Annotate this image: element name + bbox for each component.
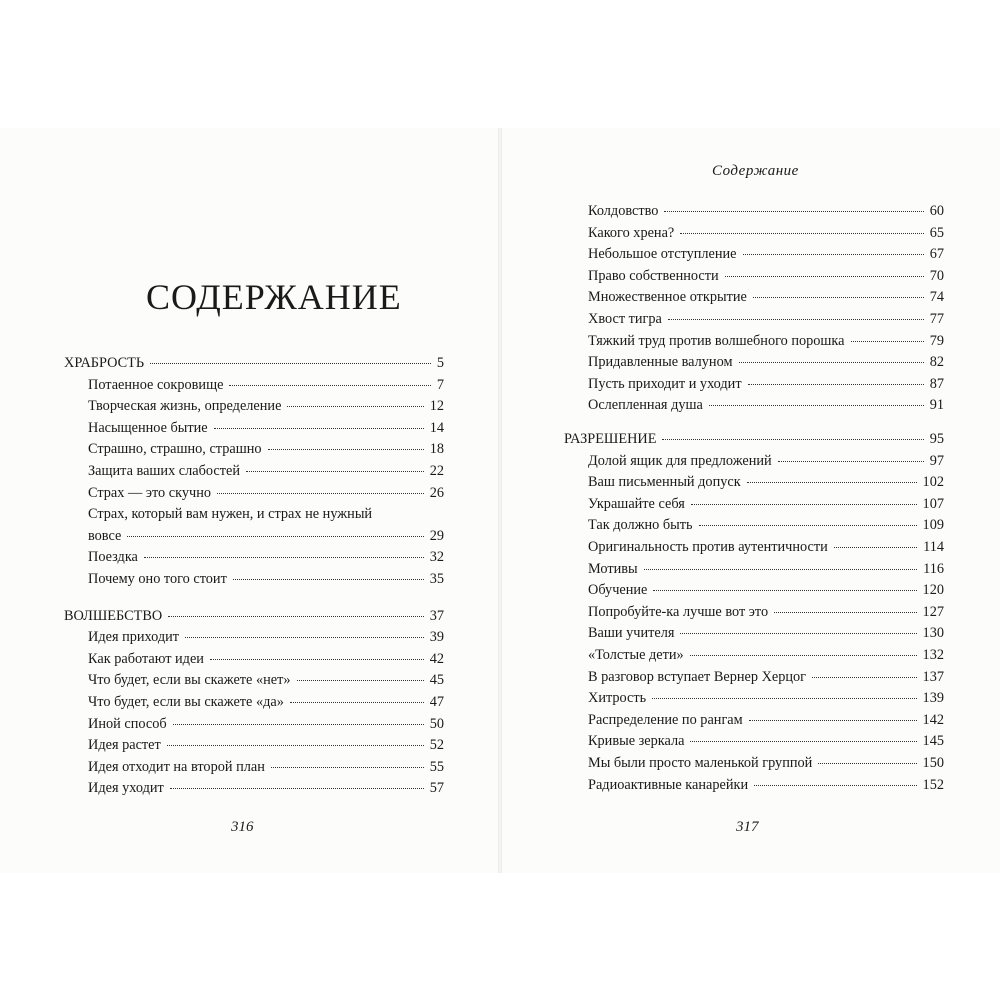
toc-section: ХРАБРОСТЬ 5 [64, 355, 444, 371]
toc-entry: Украшайте себя 107 [588, 495, 944, 512]
toc-entry: Потаенное сокровище 7 [88, 376, 444, 393]
toc-entry: Хвост тигра 77 [588, 310, 944, 327]
toc-entry: Насыщенное бытие 14 [88, 419, 444, 436]
toc-entry: Тяжкий труд против волшебного порошка 79 [588, 332, 944, 349]
toc-entry: Какого хрена? 65 [588, 224, 944, 241]
toc-entry: «Толстые дети» 132 [588, 646, 944, 663]
toc-entry: Идея отходит на второй план 55 [88, 758, 444, 775]
toc-entry: Что будет, если вы скажете «да» 47 [88, 693, 444, 710]
toc-entry: Пусть приходит и уходит 87 [588, 375, 944, 392]
left-page [0, 128, 498, 873]
toc-entry: В разговор вступает Вернер Херцог 137 [588, 668, 944, 685]
page-number: 317 [736, 819, 759, 835]
toc-entry: Иной способ 50 [88, 715, 444, 732]
toc-entry: Придавленные валуном 82 [588, 354, 944, 371]
toc-list-right [564, 431, 944, 798]
toc-entry: Поездка 32 [88, 549, 444, 566]
toc-entry: Страх, который вам нужен, и страх не нужный вовсе 29 [88, 506, 444, 544]
toc-entry: Защита ваших слабостей 22 [88, 462, 444, 479]
toc-entry: Ваши учителя 130 [588, 625, 944, 642]
toc-entry: Мотивы 116 [588, 560, 944, 577]
toc-entry: Ваш письменный допуск 102 [588, 474, 944, 491]
toc-entry: Небольшое отступление 67 [588, 246, 944, 263]
toc-entry: Ослепленная душа 91 [588, 397, 944, 414]
toc-list-right-continued [564, 203, 944, 419]
toc-entry: Обучение 120 [588, 582, 944, 599]
toc-section: ВОЛШЕБСТВО 37 [64, 607, 444, 624]
toc-section: РАЗРЕШЕНИЕ 95 [564, 431, 944, 447]
toc-entry: Идея растет 52 [88, 737, 444, 754]
toc-entry: Как работают идеи 42 [88, 650, 444, 667]
toc-entry: Страх — это скучно 26 [88, 484, 444, 501]
toc-entry: Радиоактивные канарейки 152 [588, 776, 944, 793]
toc-entry: Что будет, если вы скажете «нет» 45 [88, 672, 444, 689]
toc-entry: Оригинальность против аутентичности 114 [588, 538, 944, 555]
running-head: Содержание [712, 163, 799, 179]
toc-entry: Право собственности 70 [588, 267, 944, 284]
page-number: 316 [231, 819, 254, 835]
toc-entry: Множественное открытие 74 [588, 289, 944, 306]
toc-entry: Так должно быть 109 [588, 517, 944, 534]
right-page [502, 128, 1000, 873]
toc-entry: Попробуйте-ка лучше вот это 127 [588, 603, 944, 620]
toc-entry: Колдовство 60 [588, 203, 944, 219]
toc-entry: Кривые зеркала 145 [588, 733, 944, 750]
toc-entry: Мы были просто маленькой группой 150 [588, 754, 944, 771]
toc-entry: Почему оно того стоит 35 [88, 570, 444, 587]
toc-entry: Идея приходит 39 [88, 629, 444, 646]
toc-entry: Распределение по рангам 142 [588, 711, 944, 728]
toc-entry: Хитрость 139 [588, 690, 944, 707]
toc-entry: Творческая жизнь, определение 12 [88, 398, 444, 415]
toc-list-left [64, 355, 444, 802]
toc-entry: Страшно, страшно, страшно 18 [88, 441, 444, 458]
book-spread [0, 128, 1000, 873]
toc-entry: Идея уходит 57 [88, 780, 444, 797]
page-title: СОДЕРЖАНИЕ [146, 277, 402, 317]
toc-entry: Долой ящик для предложений 97 [588, 452, 944, 469]
